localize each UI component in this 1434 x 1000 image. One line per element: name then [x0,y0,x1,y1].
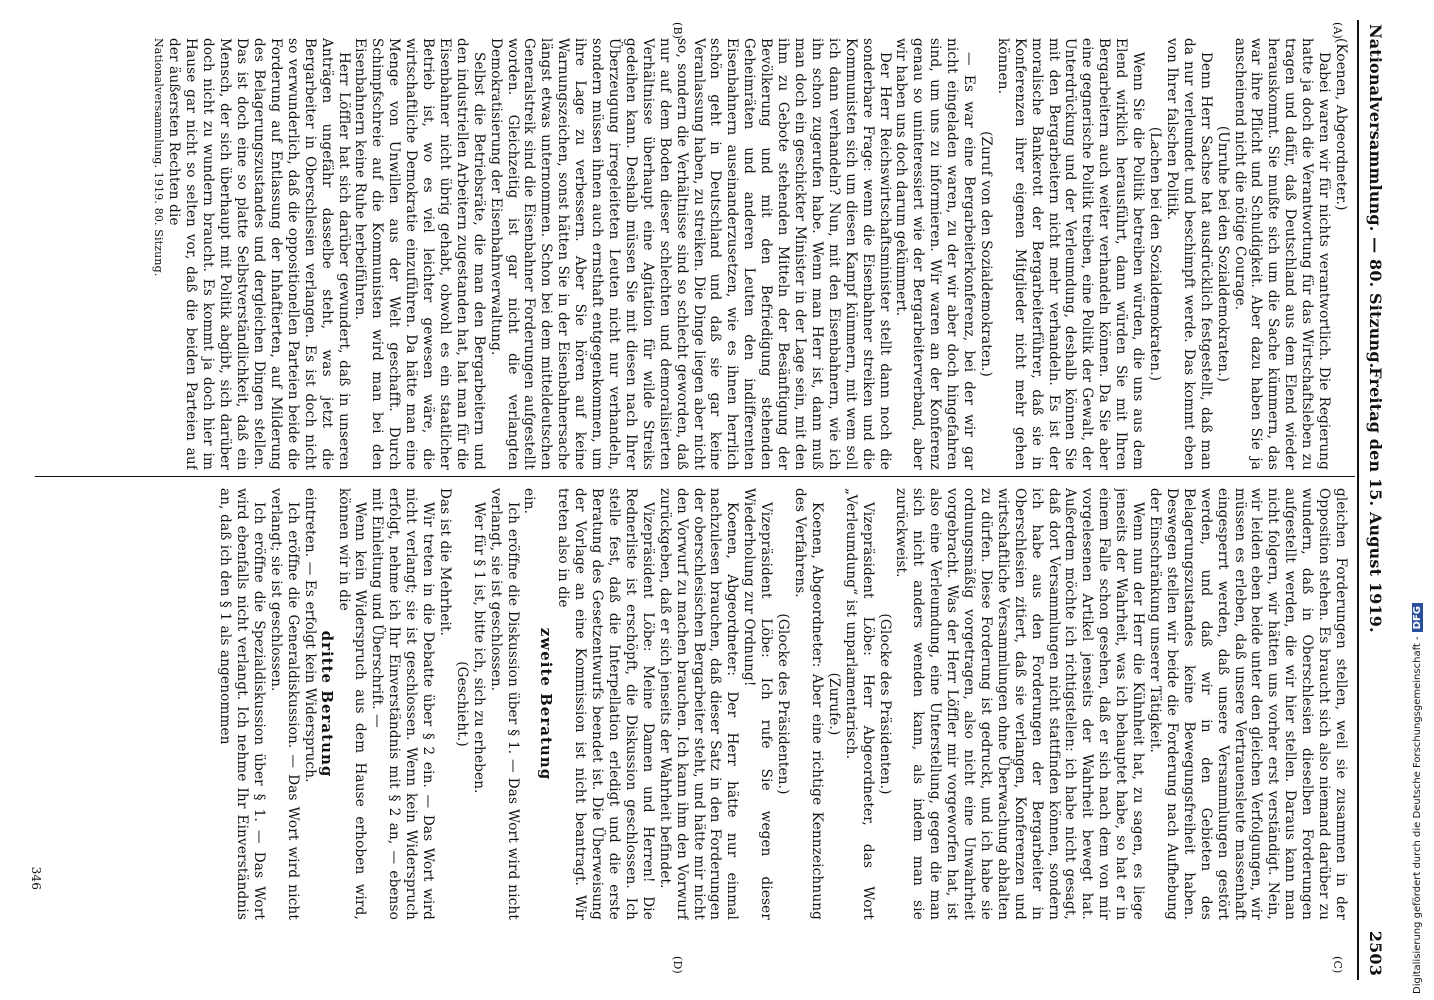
paragraph: Der Herr Reichswirtschaftsminister stellt dann noch die sonderbare Frage: wenn die Eisenbahner streiken und die Kommunisten sich um diesen Kampf kümmern, mit wem soll ich dann verhandeln? Nun, mit den Eisenbahnern, wie ich ihn schon zugerufen habe. Wenn man Herr ist, dann muß man doch ein geschickter Minister in der Lage sein, mit den ihm zu Gebote stehenden Mitteln der Besänftigung der Bevölkerung und mit den Befriedigung stehenden Geheimräten und anderen Leuten den indifferenten Eisenbahnern auseinanderzusetzen, wie es ihnen herrlich schön geht in Deutschland und daß sie gar keine Veranlassung haben, zu streiken. Die Dinge liegen aber nicht so, sondern die Verhältnisse sind so schlecht geworden, daß nur auf dem Boden dieser schlechten und demoralisierten Verhältnisse überhaupt eine Agitation für wilde Streiks gedeihen kann. Deshalb müssen Sie mit diesen nach Ihrer Überzeugung irregeleiteten Leuten nicht nur verhandeln, sondern müssen ihnen auch ernsthaft entgegenkommen, um ihre Lage zu verbessern. Aber Sie hören auf keine Warnungszeichen, sonst hätten Sie in der Eisenbahnersache längst etwas unternommen. Schon bei dem mitteldeutschen Generalstreik sind die Eisenbahner Forderungen aufgestellt worden. Gleichzeitig ist gar nicht die verlangten Demokratisierung der Eisenbahnverwaltung. [487,38,893,470]
paragraph: Koenen, Abgeordneter: Der Herr hätte nur einmal nachzulesen brauchen, daß dieser Satz in den Forderungen der oberschlesischen Bergarbeiter steht, und hätte mir nicht den Vorwurf zu machen brauchen. Ich kann ihm den Vorwurf zurückgeben, daß er sich jenseits der Wahrheit befindet. [656,488,741,920]
paragraph: Nationalversammlung. 1919. 80. Sitzung. [151,38,165,277]
paragraph: eintreten. — Es erfolgt kein Widerspruch. [301,488,318,783]
document-page [25,20,1385,980]
paragraph: (Lachen bei den Sozialdemokraten.) [1147,126,1164,382]
paragraph: (Glocke des Präsidenten.) [775,613,792,795]
paragraph: Herr Löffler hat sich darüber gewundert, daß in unseren Anträgen ungefähr dasselbe steht, was jetzt die Bergarbeiter in Oberschlesien verlangen. Es ist doch nicht so verwunderlich, daß die oppositionellen Parteien beide die Forderung auf Entlassung der Inhaftierten, auf Milderung des Belagerungszustandes und dergleichen Dingen stellen. Das ist doch eine so platte Selbstverständlichkeit, daß ein Mensch, der sich überhaupt mit Politik abgibt, sich darüber doch nicht zu wundern braucht. Es kommt ja doch hier im Hause gar nicht so selten vor, daß die beiden Parteien auf der äußersten Rechten die [166,38,352,470]
paragraph: (Glocke des Präsidenten.) [876,613,893,795]
paragraph: Wenn Sie die Politik betreiben würden, die uns aus dem Elend wirklich herausführt, dann würden Sie mit Ihren Bergarbeitern auch weiter verhandeln können. Da Sie aber eine gegnerische Politik treiben, eine Politik der Gewalt, der Unterdrückung und der Verleumdung, deshalb können Sie mit den Bergarbeitern nicht mehr verhandeln. Es ist der moralische Bankerott der Bergarbeiterführer, daß sie in Konferenzen ihrer eigenen Mitglieder nicht mehr gehen können. [994,38,1147,470]
paragraph: Denn Herr Sachse hat ausdrücklich festgestellt, daß man da nur verleumdet und beschimpft werde. Das kommt eben von Ihrer falschen Politik. [1163,38,1214,470]
paragraph: — Es war eine Bergarbeiterkonferenz, bei der wir gar nicht eingeladen waren, zu der wir aber doch hingefahren sind, um uns zu informieren. Wir waren an der Konferenz genau so uninteressiert wie der Bergarbeiterverband, aber wir haben uns doch darum gekümmert. [893,38,978,470]
paragraph: Vizepräsident Löbe: Herr Abgeordneter, das Wort „Verleumdung“ ist unparlamentarisch. [842,488,876,920]
paragraph: gleichen Forderungen stellen, weil sie zusammen in der Opposition stehen. Es braucht sich also niemand darüber zu wundern, daß in Oberschlesien dieselben Forderungen aufgestellt werden, die wir hier stellen. Daraus kann man nicht folgern, wir hätten uns vorher erst verständigt. Nein, wir leiden eben beide unter den gleichen Verfolgungen, wir müssen es erleben, daß unsere Vertrauensleute massenhaft eingesperrt werden, daß unsere Versammlungen gestört werden, und daß wir in den Gebieten des Belagerungszustandes keine Bewegungsfreiheit haben. Deswegen stellen wir beide die Forderung nach Aufhebung der Einschränkung unserer Tätigkeit. [1147,488,1349,920]
margin-mark-d: (D) [671,956,684,974]
page-header [1357,20,1385,980]
left-column [35,38,1349,470]
paragraph: Das ist die Mehrheit. [436,488,453,637]
paragraph: Wer für § 1 ist, bitte ich, sich zu erheben. [470,502,487,794]
column-divider [35,476,1355,477]
paragraph: Ich eröffne die Spezialdiskussion über § 1. — Das Wort wird ebenfalls nicht verlangt. Ich nehme Ihr Einverständnis an, daß ich den § 1 als angenommen [217,488,267,920]
paragraph: (Koenen, Abgeordneter.) [1333,38,1349,211]
paragraph: (Geschieht.) [453,661,470,747]
paragraph: Wenn nun der Herr die Kühnheit hat, zu sagen, es liege jenseits der Wahrheit, was ich behauptet habe, so hat er in einem Falle schon gesehen, daß er sich nach dem von mir vorgelesenen Artikel jenseits der Wahrheit bewegt hat. Außerdem möchte ich richtigstellen: ich habe nicht gesagt, daß dort Versammlungen nicht stattfinden können, sondern ich habe aus den Forderungen der Bergarbeiter in Oberschlesien zitiert, daß sie verlangen, Konferenzen und wirtschaftliche Versammlungen ohne Überwachung abhalten zu dürfen. Diese Forderung ist gedruckt, und ich habe sie ordnungsmäßig vorgetragen, also nicht eine Unwahrheit vorgebracht. Was der Herr Löffler mir vorgeworfen hat, ist also eine Verleumdung, eine Unterstellung, gegen die man sich nicht anders wenden kann, als indem man sie zurückweist. [893,488,1147,920]
paragraph: Wir treten in die Debatte über § 2 ein. — Das Wort wird nicht verlangt; sie ist geschlossen. Wenn kein Widerspruch erfolgt, nehme ich Ihr Einverständnis mit § 2 an, — ebenso mit Einleitung und Überschrift. — [369,488,437,920]
paragraph: Dabei waren wir für nichts verantwortlich. Die Regierung hatte ja doch die Verantwortung für das Wirtschaftsleben zu tragen und dafür, daß Deutschland aus dem Elend wieder herauskommt. Sie mußte sich um die Sache kümmern, das war ihre Pflicht und Schuldigkeit. Aber dazu haben Sie ja anscheinend nicht die nötige Courage. [1231,38,1333,470]
paragraph: Vizepräsident Löbe: Meine Damen und Herren! Die Rednerliste ist erschöpft, die Diskussion geschlossen. Ich stelle fest, daß die Interpellation erledigt und die erste Beratung des Gesetzentwurfs beendet ist. Die Überweisung der Vorlage an eine Kommission ist nicht beantragt. Wir treten also in die [555,488,656,920]
paragraph: Koenen, Abgeordneter: Aber eine richtige Kennzeichnung des Verfahrens. [792,488,825,920]
paragraph: dritte Beratung [317,630,336,778]
paragraph: (Zurufe.) [825,672,842,736]
paragraph: (Zuruf von den Sozialdemokraten.) [977,131,994,377]
paragraph: (Unruhe bei den Sozialdemokraten.) [1214,125,1231,383]
paragraph: Wenn kein Widerspruch aus dem Hause erhoben wird, können wir in die [335,488,369,920]
paragraph: zweite Beratung [537,627,556,781]
dfg-sidebar [1412,6,1432,994]
margin-mark-c: (C) [1331,956,1344,974]
header-left: Nationalversammlung. — 80. Sitzung. [1366,24,1385,369]
margin-mark-b: (B) [671,22,684,40]
paragraph: ein. [521,488,538,515]
dfg-logo: DFG [1412,603,1423,632]
paragraph: Vizepräsident Löbe: Ich rufe Sie wegen dieser Wiederholung zur Ordnung! [741,488,775,920]
margin-mark-a: (A) [1331,22,1344,39]
paragraph: Ich eröffne die Diskussion über § 1. — Das Wort wird nicht verlangt, sie ist geschlossen. [487,488,521,920]
header-date: Freitag den 15. August 1919. [1366,367,1385,633]
right-column [35,488,1349,920]
header-page-number: 2503 [1366,930,1385,976]
dfg-credit-text: Digitalisierung gefördert durch die Deutsche Forschungsgemeinschaft - [1412,636,1423,994]
paragraph: Selbst die Betriebsräte, die man den Bergarbeitern und den industriellen Arbeitern zugestanden hat, hat man für die Eisenbahner nicht übrig gehabt, obwohl es ein staatlicher Betrieb ist, wo es viel leichter gewesen wäre, die wirtschaftliche Demokratie einzuführen. Da hätte man eine Menge von Unwillen aus der Welt geschafft. Durch Schimpfschreie auf die Kommunisten wird man bei den Eisenbahnern keine Ruhe herbeiführen. [352,38,487,470]
paragraph: Ich eröffne die Generaldiskussion. — Das Wort wird nicht verlangt; sie ist geschlossen. [267,488,301,920]
footer-page-number: 346 [28,866,43,890]
